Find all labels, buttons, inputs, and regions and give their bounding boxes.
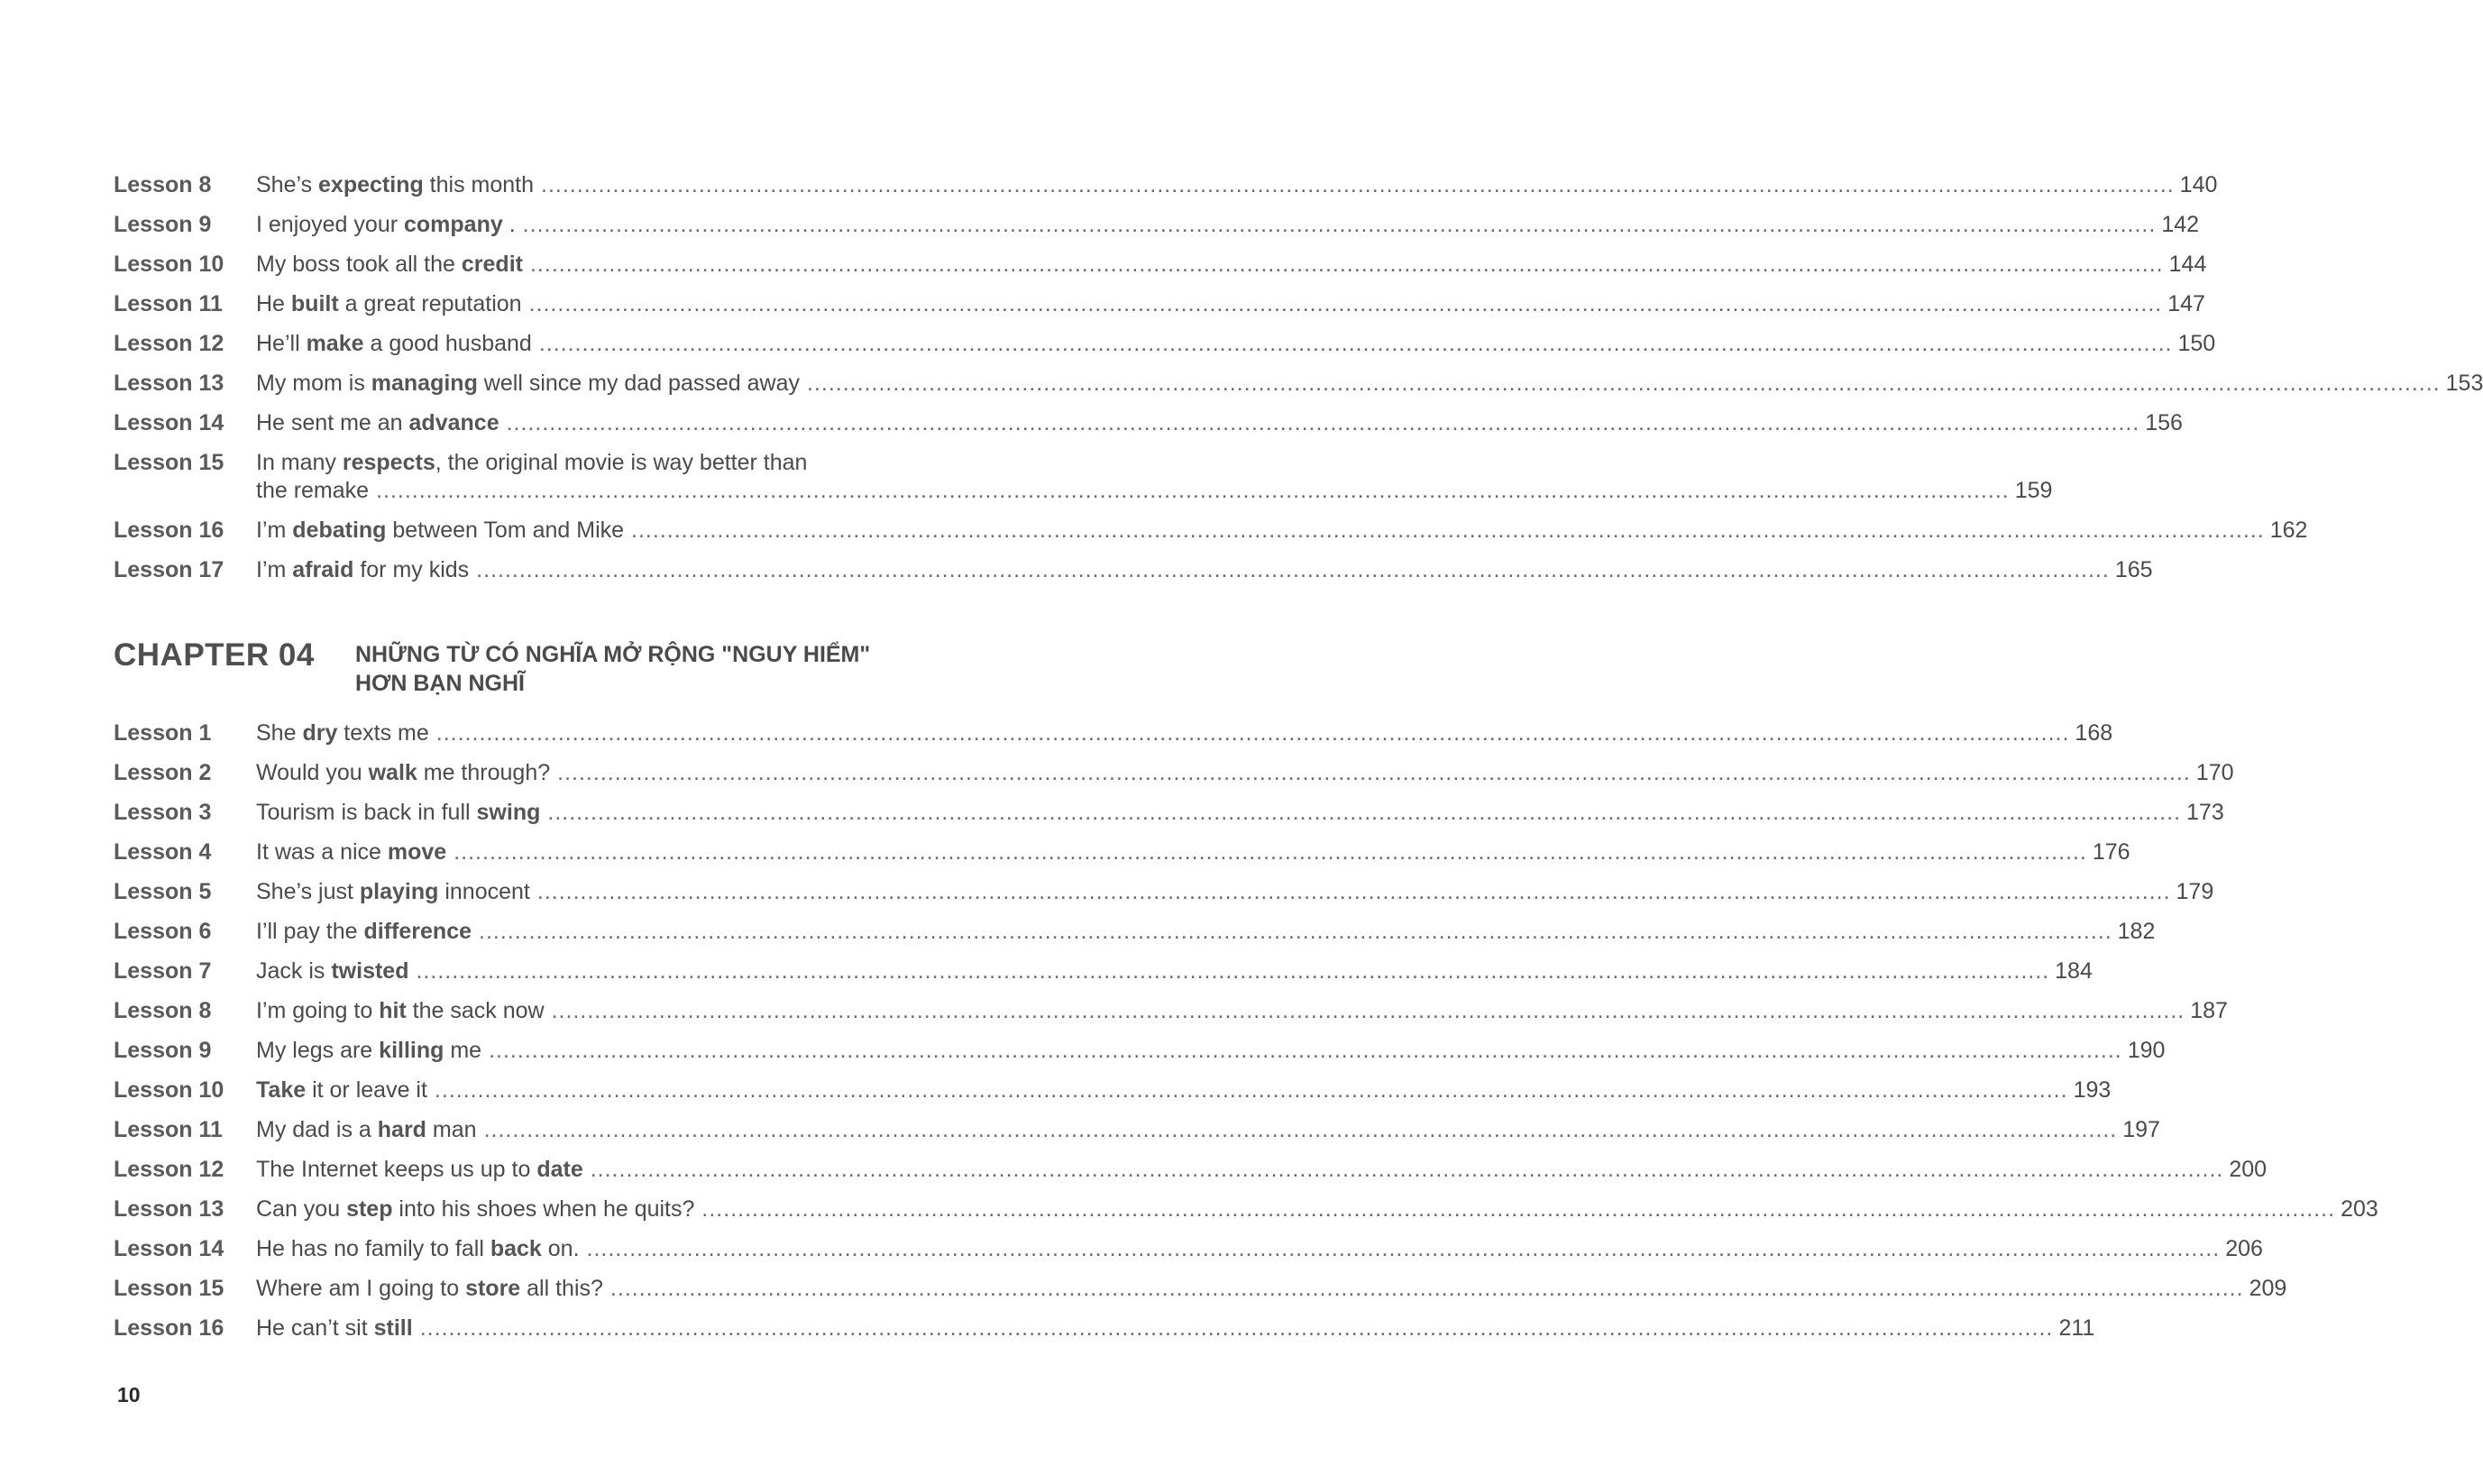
lesson-title: I enjoyed your company . (256, 212, 516, 237)
lesson-title: Where am I going to store all this? (256, 1276, 603, 1301)
lesson-label: Lesson 15 (114, 450, 224, 475)
dot-leader (547, 799, 2181, 827)
page-ref: 176 (2092, 839, 2130, 865)
dot-leader (479, 918, 2112, 946)
keyword: dry (302, 720, 338, 746)
dot-leader (507, 409, 2140, 437)
keyword: managing (371, 371, 478, 396)
lesson-title: She’s just playing innocent (256, 879, 530, 904)
toc-entry (114, 997, 2228, 1025)
lesson-entry (256, 211, 2199, 239)
lesson-entry (256, 838, 2130, 866)
lesson-entry (256, 997, 2228, 1025)
lesson-label: Lesson 9 (114, 1038, 212, 1063)
page-ref: 153 (2445, 371, 2483, 396)
dot-leader (530, 251, 2164, 279)
page-ref: 187 (2190, 998, 2228, 1023)
lesson-label: Lesson 6 (114, 919, 212, 944)
lesson-title: He built a great reputation (256, 291, 522, 316)
lesson-label: Lesson 14 (114, 410, 224, 435)
chapter-number: CHAPTER 04 (114, 637, 315, 673)
chapter-heading (114, 637, 916, 698)
lesson-entry (256, 1156, 2267, 1184)
keyword: hard (377, 1117, 426, 1142)
lesson-entry (256, 719, 2112, 747)
toc-section-previous-chapter (114, 171, 2483, 596)
keyword: advance (408, 410, 499, 435)
lesson-title: I’m debating between Tom and Mike (256, 518, 625, 543)
lesson-label: Lesson 4 (114, 839, 212, 865)
page-ref: 182 (2117, 919, 2156, 944)
page-ref: 197 (2122, 1117, 2160, 1142)
keyword: hit (379, 998, 407, 1023)
lesson-label: Lesson 11 (114, 1117, 223, 1142)
page-ref: 140 (2179, 172, 2218, 197)
lesson-entry (256, 759, 2234, 787)
lesson-entry (256, 517, 2307, 545)
lesson-title: In many respects, the original movie is way better than (256, 450, 808, 475)
lesson-entry (256, 1235, 2263, 1263)
dot-leader (529, 290, 2163, 318)
lesson-entry (256, 1076, 2111, 1104)
dot-leader (420, 1315, 2054, 1342)
page-ref: 184 (2055, 958, 2093, 984)
keyword: date (536, 1157, 583, 1182)
lesson-label: Lesson 17 (114, 557, 224, 582)
lesson-entry (256, 290, 2205, 318)
toc-entry (114, 211, 2200, 239)
lesson-label: Lesson 3 (114, 800, 212, 825)
page-ref: 168 (2075, 720, 2113, 746)
lesson-entry (256, 1037, 2165, 1065)
dot-leader (523, 211, 2157, 239)
toc-entry (114, 370, 2483, 398)
keyword: killing (379, 1038, 444, 1063)
page-ref: 206 (2225, 1236, 2263, 1261)
lesson-label: Lesson 16 (114, 1315, 224, 1341)
toc-section-chapter-04 (114, 719, 2378, 1354)
lesson-label: Lesson 8 (114, 172, 212, 197)
dot-leader (489, 1037, 2122, 1065)
lesson-entry (256, 409, 2183, 437)
dot-leader (454, 838, 2087, 866)
toc-entry (114, 1195, 2378, 1223)
page-ref: 162 (2269, 518, 2308, 543)
lesson-title: The Internet keeps us up to date (256, 1157, 583, 1182)
keyword: step (346, 1196, 393, 1222)
keyword: twisted (331, 958, 409, 984)
dot-leader (701, 1195, 2335, 1223)
toc-entry (114, 1116, 2160, 1144)
toc-entry (114, 1235, 2263, 1263)
page-ref: 173 (2186, 800, 2224, 825)
lesson-label: Lesson 7 (114, 958, 212, 984)
toc-entry (114, 409, 2183, 437)
lesson-label: Lesson 12 (114, 1157, 224, 1182)
lesson-label: Lesson 13 (114, 1196, 224, 1222)
lesson-title: She’s expecting this month (256, 172, 535, 197)
toc-entry (114, 556, 2153, 584)
toc-entry (114, 1037, 2166, 1065)
toc-entry (114, 251, 2207, 279)
page-ref: 159 (2014, 478, 2053, 503)
lesson-title: I’m going to hit the sack now (256, 998, 545, 1023)
page-ref: 150 (2177, 331, 2216, 356)
lesson-title: I’m afraid for my kids (256, 557, 470, 582)
keyword: move (387, 839, 447, 865)
lesson-entry (256, 251, 2206, 279)
page-ref: 147 (2167, 291, 2205, 316)
dot-leader (436, 719, 2070, 747)
page-ref: 211 (2058, 1315, 2095, 1341)
lesson-entry (256, 799, 2224, 827)
lesson-title: Take it or leave it (256, 1077, 427, 1103)
page-number: 10 (117, 1383, 141, 1406)
lesson-title: She dry texts me (256, 720, 429, 746)
lesson-title: He can’t sit still (256, 1315, 413, 1341)
page-ref: 144 (2168, 252, 2207, 277)
keyword: built (290, 291, 339, 316)
toc-entry (114, 759, 2234, 787)
keyword: difference (363, 919, 472, 944)
keyword: afraid (292, 557, 354, 582)
page-ref: 179 (2176, 879, 2214, 904)
page-ref: 209 (2249, 1276, 2287, 1301)
lesson-label: Lesson 5 (114, 879, 212, 904)
keyword: debating (292, 518, 387, 543)
dot-leader (416, 957, 2049, 985)
lesson-entry (256, 1195, 2378, 1223)
keyword: expecting (318, 172, 424, 197)
toc-entry (114, 1076, 2112, 1104)
keyword: back (490, 1236, 542, 1261)
page-ref: 170 (2195, 760, 2234, 785)
toc-entry (114, 290, 2205, 318)
lesson-title: Would you walk me through? (256, 760, 551, 785)
page-ref: 200 (2229, 1157, 2268, 1182)
keyword: walk (368, 760, 417, 785)
lesson-label: Lesson 9 (114, 212, 212, 237)
lesson-entry (256, 957, 2093, 985)
page-ref: 165 (2114, 557, 2153, 582)
lesson-title: He sent me an advance (256, 410, 499, 435)
lesson-label: Lesson 8 (114, 998, 212, 1023)
lesson-title: My dad is a hard man (256, 1117, 477, 1142)
lesson-entry (256, 878, 2213, 906)
toc-entry (114, 449, 2053, 505)
lesson-entry (256, 1315, 2094, 1342)
toc-entry (114, 171, 2218, 199)
lesson-title: I’ll pay the difference (256, 919, 472, 944)
lesson-label: Lesson 1 (114, 720, 212, 746)
keyword: company (404, 212, 503, 237)
lesson-title-continued: the remake (256, 478, 370, 503)
dot-leader (435, 1076, 2068, 1104)
toc-entry (114, 799, 2224, 827)
lesson-title: Jack is twisted (256, 958, 409, 984)
lesson-label: Lesson 2 (114, 760, 212, 785)
dot-leader (807, 370, 2441, 398)
keyword: swing (476, 800, 541, 825)
lesson-entry (256, 1275, 2286, 1303)
keyword: still (373, 1315, 413, 1341)
dot-leader (537, 878, 2171, 906)
lesson-entry (256, 370, 2483, 398)
dot-leader (476, 556, 2110, 584)
keyword: store (465, 1276, 521, 1301)
keyword: respects (342, 450, 435, 475)
lesson-title: He’ll make a good husband (256, 331, 532, 356)
dot-leader (376, 477, 2010, 505)
chapter-title-line-1: NHỮNG TỪ CÓ NGHĨA MỞ RỘNG "NGUY HIỂM" (355, 642, 871, 667)
lesson-entry (256, 449, 2052, 505)
page-ref: 156 (2145, 410, 2183, 435)
lesson-title: He has no family to fall back on. (256, 1236, 580, 1261)
lesson-title: My legs are killing me (256, 1038, 482, 1063)
lesson-label: Lesson 15 (114, 1276, 224, 1301)
toc-entry (114, 1315, 2095, 1342)
lesson-entry (256, 556, 2153, 584)
dot-leader (552, 997, 2185, 1025)
keyword: Take (256, 1077, 307, 1103)
lesson-label: Lesson 10 (114, 1077, 224, 1103)
lesson-title: My boss took all the credit (256, 252, 523, 277)
lesson-label: Lesson 10 (114, 252, 224, 277)
lesson-label: Lesson 13 (114, 371, 224, 396)
dot-leader (631, 517, 2265, 545)
lesson-title: My mom is managing well since my dad passed away (256, 371, 800, 396)
keyword: credit (461, 252, 523, 277)
toc-entry (114, 330, 2216, 358)
toc-entry (114, 517, 2308, 545)
keyword: make (306, 331, 364, 356)
lesson-label: Lesson 16 (114, 518, 224, 543)
dot-leader (591, 1156, 2224, 1184)
toc-entry (114, 1156, 2268, 1184)
lesson-entry (256, 171, 2217, 199)
lesson-entry (256, 1116, 2160, 1144)
lesson-label: Lesson 11 (114, 291, 223, 316)
keyword: playing (359, 879, 439, 904)
page-ref: 203 (2341, 1196, 2378, 1222)
chapter-title-line-2: HƠN BẠN NGHĨ (355, 671, 525, 696)
lesson-label: Lesson 14 (114, 1236, 224, 1261)
lesson-title: Can you step into his shoes when he quits? (256, 1196, 695, 1222)
lesson-title: Tourism is back in full swing (256, 800, 541, 825)
chapter-title (355, 637, 870, 698)
page-ref: 142 (2161, 212, 2200, 237)
toc-entry (114, 957, 2093, 985)
dot-leader (587, 1235, 2221, 1263)
lesson-title: It was a nice move (256, 839, 447, 865)
lesson-entry (256, 918, 2155, 946)
lesson-entry (256, 330, 2215, 358)
toc-entry (114, 719, 2113, 747)
toc-entry (114, 1275, 2287, 1303)
toc-entry (114, 878, 2214, 906)
dot-leader (557, 759, 2191, 787)
dot-leader (484, 1116, 2118, 1144)
dot-leader (610, 1275, 2244, 1303)
dot-leader (539, 330, 2173, 358)
page-ref: 193 (2073, 1077, 2112, 1103)
toc-entry (114, 838, 2130, 866)
page-ref: 190 (2127, 1038, 2166, 1063)
lesson-label: Lesson 12 (114, 331, 224, 356)
dot-leader (541, 171, 2175, 199)
toc-entry (114, 918, 2156, 946)
